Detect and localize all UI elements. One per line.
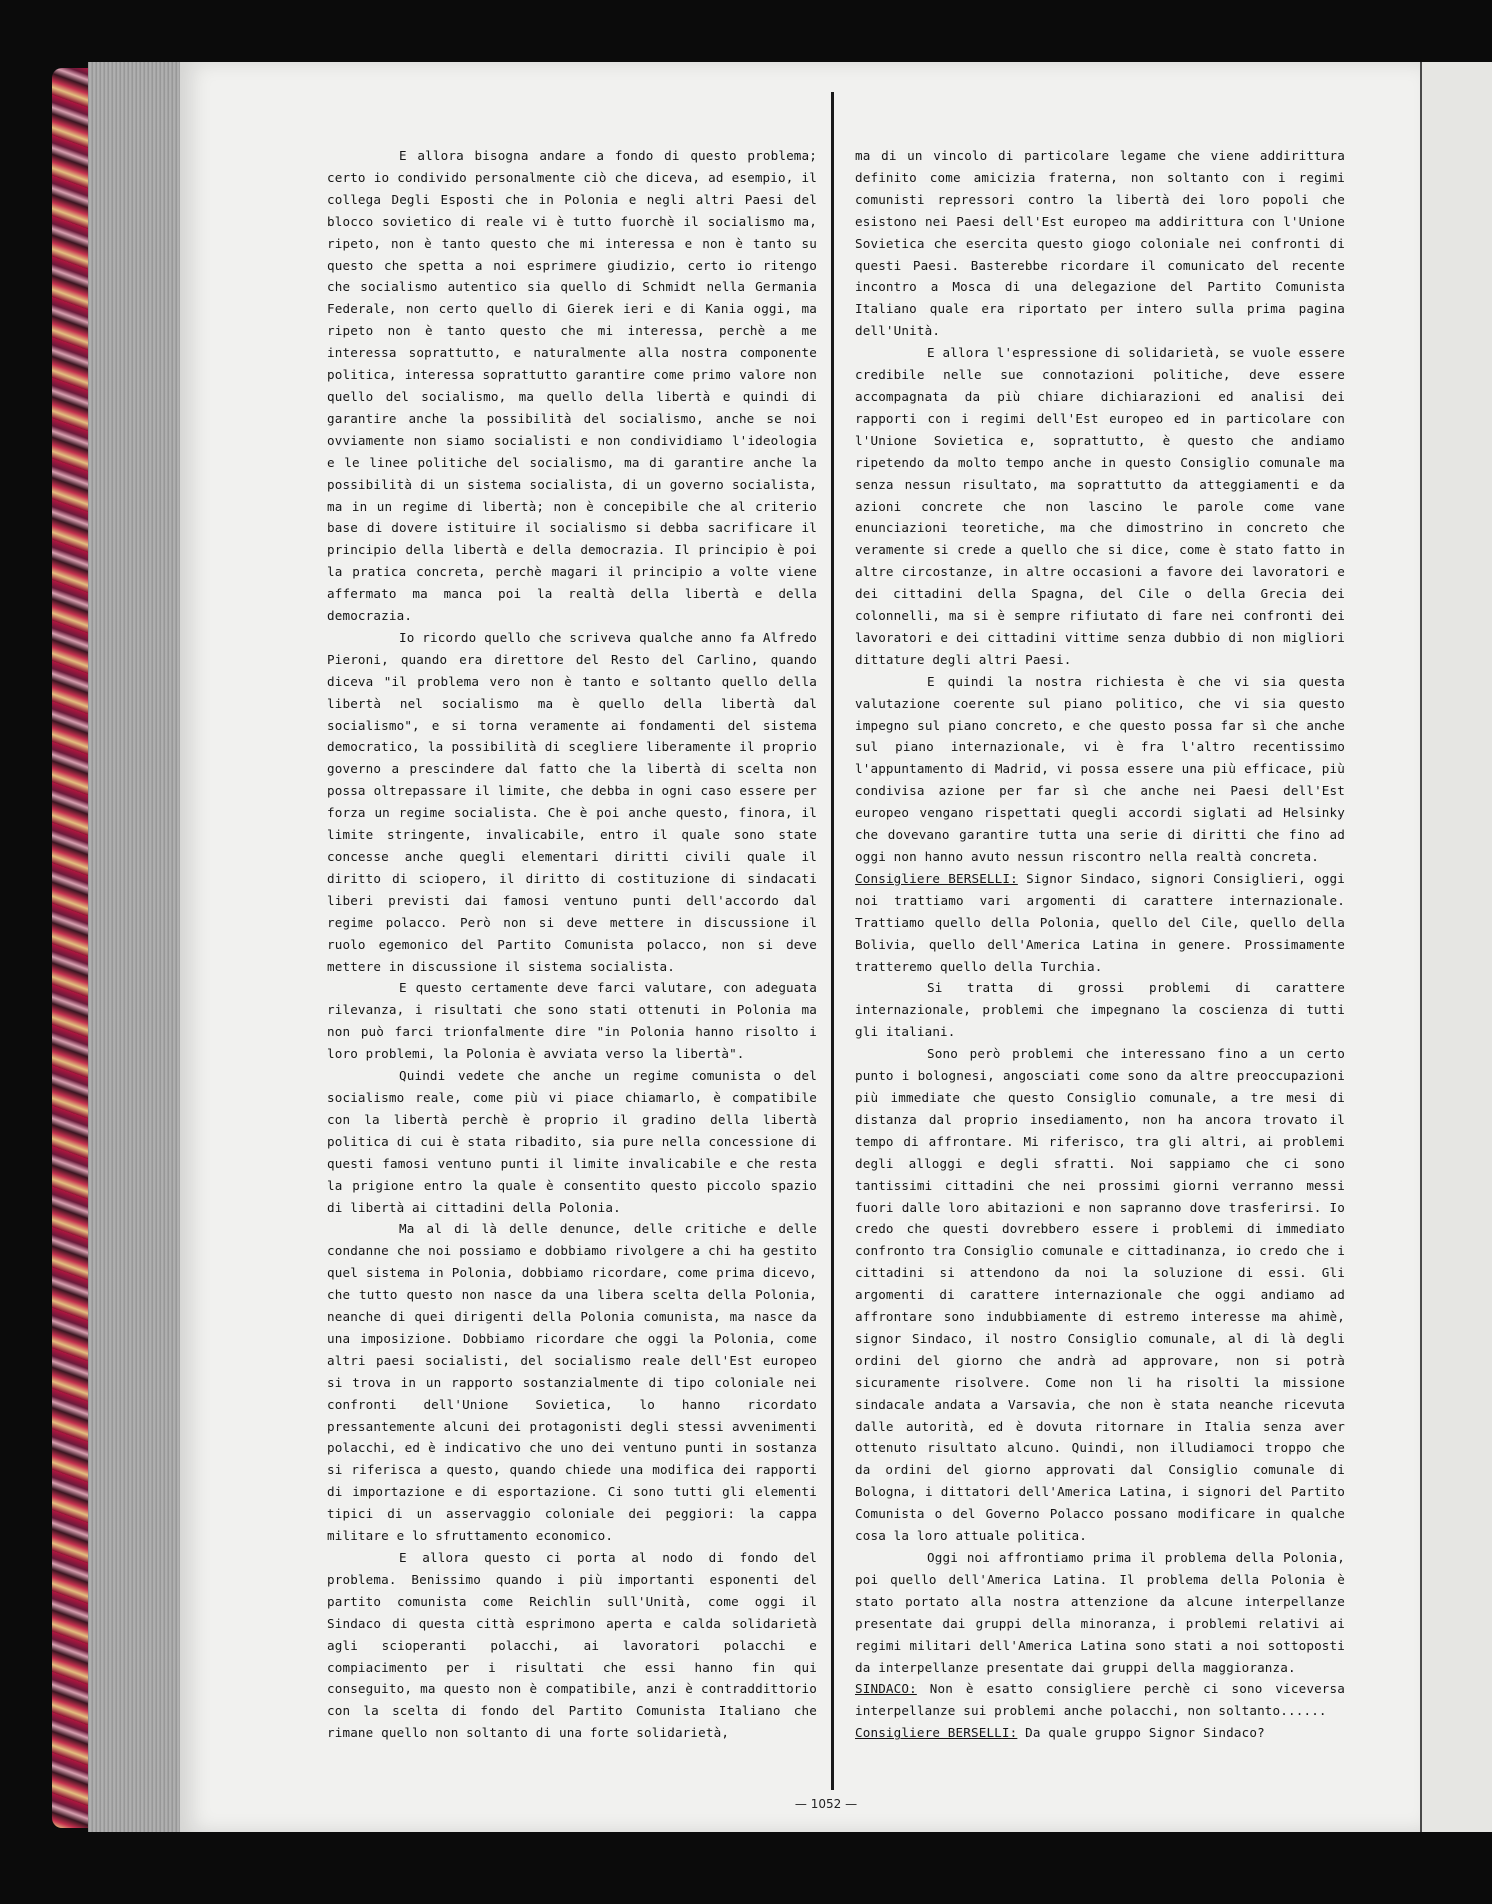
paragraph: ma di un vincolo di particolare legame che viene addirittura definito come amicizia fraterna, non soltanto con i regimi comunisti repressori contro la libertà dei loro popoli che esistono nei Paesi dell'Est europeo ma addirittura con l'Unione Sovietica che esercita questo giogo coloniale nei confronti di questi Paesi. Basterebbe ricordare il comunicato del recente incontro a Mosca di una delegazione del Partito Comunista Italiano quale era riportato per intero sulla prima pagina dell'Unità. [855,148,1345,339]
paragraph: Oggi noi affrontiamo prima il problema della Polonia, poi quello dell'America Latina. Il problema della Polonia è stato portato alla nostra attenzione da alcune interpellanze presentate dai gruppi della minoranza, i problemi relativi ai regimi militari dell'America Latina sono stati a noi sottoposti da interpellanze presentate dai gruppi della maggioranza. [855,1550,1345,1675]
speech-paragraph [855,1722,1345,1744]
page-stack [88,62,188,1832]
paragraph: E allora questo ci porta al nodo di fondo del problema. Benissimo quando i più importanti esponenti del partito comunista come Reichlin sull'Unità, come oggi il Sindaco di questa città esprimono aperta e calda solidarietà agli scioperanti polacchi, ai lavoratori polacchi e compiacimento per i risultati che essi hanno fin qui conseguito, ma questo non è compatibile, anzi è contraddittorio con la scelta di fondo del Partito Comunista Italiano che rimane quello non soltanto di una forte solidarietà, [327,1550,817,1741]
book-edge [52,68,90,1828]
speech-text: Da quale gruppo Signor Sindaco? [1017,1725,1265,1741]
left-column [327,145,817,1744]
right-column [855,145,1345,1744]
paragraph: Si tratta di grossi problemi di carattere internazionale, problemi che impegnano la coscienza di tutti gli italiani. [855,980,1345,1040]
paragraph: E questo certamente deve farci valutare, con adeguata rilevanza, i risultati che sono stati ottenuti in Polonia ma non può farci trionfalmente dire "in Polonia hanno risolto i loro problemi, la Polonia è avviata verso la libertà". [327,980,817,1062]
page-number: — 1052 — [794,1797,858,1811]
speech-paragraph [855,1678,1345,1722]
column-divider [831,92,834,1790]
speech-text: Signor Sindaco, signori Consiglieri, oggi noi trattiamo vari argomenti di carattere internazionale. Trattiamo quello della Polonia, quello del Cile, quello della Bolivia, quello dell'America Latina in genere. Prossimamente tratteremo quello della Turchia. [855,870,1346,974]
speaker-label: Consigliere BERSELLI: [855,870,1018,886]
paragraph: E allora bisogna andare a fondo di questo problema; certo io condivido personalmente ciò che diceva, ad esempio, il collega Degli Esposti che in Polonia e negli altri Paesi del blocco sovietico di reale vi è tutto fuorchè il socialismo ma, ripeto, non è tanto questo che mi interessa e non è tanto su questo che spetta a noi esprimere giudizio, certo io ritengo che socialismo autentico sia quello di Schmidt nella Germania Federale, non certo quello di Gierek ieri e di Kania oggi, ma ripeto non è tanto questo che mi interessa, perchè a me interessa soprattutto, e naturalmente alla nostra componente politica, interessa soprattutto garantire come primo valore non quello del socialismo, ma quello della libertà e quindi di garantire anche la possibilità del socialismo, anche se noi ovviamente non siamo socialisti e non condividiamo l'ideologia e le linee politiche del socialismo, ma di garantire anche la possibilità di un sistema socialista, di un governo socialista, ma in un regime di libertà; non è concepibile che al criterio base di dovere istituire il socialismo si debba sacrificare il principio della libertà e della democrazia. Il principio è poi la pratica concreta, perchè magari il principio a volte viene affermato ma manca poi la realtà della libertà e della democrazia. [327,148,817,624]
speech-paragraph [855,868,1345,978]
paragraph: Io ricordo quello che scriveva qualche anno fa Alfredo Pieroni, quando era direttore del Resto del Carlino, quando diceva "il problema vero non è tanto e soltanto quello della libertà nel socialismo ma è quello della libertà dal socialismo", e si torna veramente ai fondamenti del sistema democratico, la possibilità di scegliere liberamente il proprio governo a prescindere dal fatto che la libertà di scelta non possa oltrepassare il limite, che debba in ogni caso essere per forza un regime socialista. Che è poi anche questo, finora, il limite stringente, invalicabile, entro il quale sono state concesse anche quegli elementari diritti civili quale il diritto di sciopero, il diritto di costituzione di sindacati liberi previsti dai famosi ventuno punti dell'accordo dal regime polacco. Però non si deve mettere in discussione il ruolo egemonico del Partito Comunista polacco, non si deve mettere in discussione il sistema socialista. [327,629,817,974]
speaker-label: SINDACO: [855,1681,917,1697]
next-page-edge [1420,62,1492,1832]
paragraph: Sono però problemi che interessano fino a un certo punto i bolognesi, angosciati come sono da altre preoccupazioni più immediate che questo Consiglio comunale, a tre mesi di distanza dal proprio insediamento, non ha ancora trovato il tempo di affrontare. Mi riferisco, tra gli altri, ai problemi degli alloggi e degli sfratti. Noi sappiamo che ci sono tantissimi cittadini che nei prossimi giorni verranno messi fuori dalle loro abitazioni e non sapranno dove trasferirsi. Io credo che questi dovrebbero essere i problemi di immediato confronto tra Consiglio comunale e cittadinanza, io credo che i cittadini si attendono da noi la soluzione di essi. Gli argomenti di carattere internazionale che oggi andiamo ad affrontare sono indubbiamente di estremo interesse ma ahimè, signor Sindaco, il nostro Consiglio comunale, al di là degli ordini del giorno che andrà ad approvare, non si potrà sicuramente risolvere. Come non li ha risolti la missione sindacale andata a Varsavia, che non è stata neanche ricevuta dalle autorità, ed è dovuta ritornare in Italia senza aver ottenuto risultato alcuno. Quindi, non illudiamoci troppo che da ordini del giorno approvati dal Consiglio comunale di Bologna, i dittatori dell'America Latina, i signori del Partito Comunista o del Governo Polacco possano modificare in qualche cosa la loro attuale politica. [855,1046,1345,1544]
speaker-label: Consigliere BERSELLI: [855,1725,1018,1741]
paragraph: Ma al di là delle denunce, delle critiche e delle condanne che noi possiamo e dobbiamo rivolgere a chi ha gestito quel sistema in Polonia, dobbiamo ricordare, come prima dicevo, che tutto questo non nasce da una libera scelta della Polonia, neanche di quei dirigenti della Polonia comunista, ma nasce da una imposizione. Dobbiamo ricordare che oggi la Polonia, come altri paesi socialisti, del socialismo reale dell'Est europeo si trova in un rapporto sostanzialmente di tipo coloniale nei confronti dell'Unione Sovietica, lo hanno ricordato pressantemente alcuni dei protagonisti degli stessi avvenimenti polacchi, ed è indicativo che uno dei ventuno punti in sostanza si riferisca a questo, quando chiede una modifica dei rapporti di importazione e di esportazione. Ci sono tutti gli elementi tipici di un asservaggio coloniale dei peggiori: la cappa militare e lo sfruttamento economico. [327,1221,817,1544]
paragraph: Quindi vedete che anche un regime comunista o del socialismo reale, come più vi piace chiamarlo, è compatibile con la libertà perchè è proprio il gradino della libertà politica di cui è stata ribadito, sia pure nella concessione di questi famosi ventuno punti il limite invalicabile e che resta la prigione entro la quale è consentito questo piccolo spazio di libertà ai cittadini della Polonia. [327,1068,817,1215]
paragraph: E allora l'espressione di solidarietà, se vuole essere credibile nelle sue connotazioni politiche, deve essere accompagnata da più chiare dichiarazioni ed analisi dei rapporti con i regimi dell'Est europeo ed in particolare con l'Unione Sovietica e, soprattutto, è questo che andiamo ripetendo da molto tempo anche in questo Consiglio comunale ma senza nessun risultato, ma soprattutto da atteggiamenti e da azioni concrete che non lascino le parole come vane enunciazioni teoretiche, ma che dimostrino in concreto che veramente si crede a quello che si dice, come è stato fatto in altre circostanze, in altre occasioni a favore dei lavoratori e dei cittadini della Spagna, del Cile o della Grecia dei colonnelli, ma si è sempre rifiutato di fare nei confronti dei lavoratori e dei cittadini vittime senza dubbio di non migliori dittature degli altri Paesi. [855,345,1345,667]
paragraph: E quindi la nostra richiesta è che vi sia questa valutazione coerente sul piano politico, che vi sia questo impegno sul piano concreto, e che questo possa far sì che anche sul piano internazionale, vi è fra l'altro recentissimo l'appuntamento di Madrid, vi possa essere una più efficace, più condivisa azione per far sì che anche nei Paesi dell'Est europeo vengano rispettati quegli accordi siglati ad Helsinky che dovevano garantire tutta una serie di diritti che fino ad oggi non hanno avuto nessun riscontro nella realtà concreta. [855,673,1345,864]
speech-text: Non è esatto consigliere perchè ci sono viceversa interpellanze sui problemi anche polacchi, non soltanto...... [855,1681,1345,1719]
